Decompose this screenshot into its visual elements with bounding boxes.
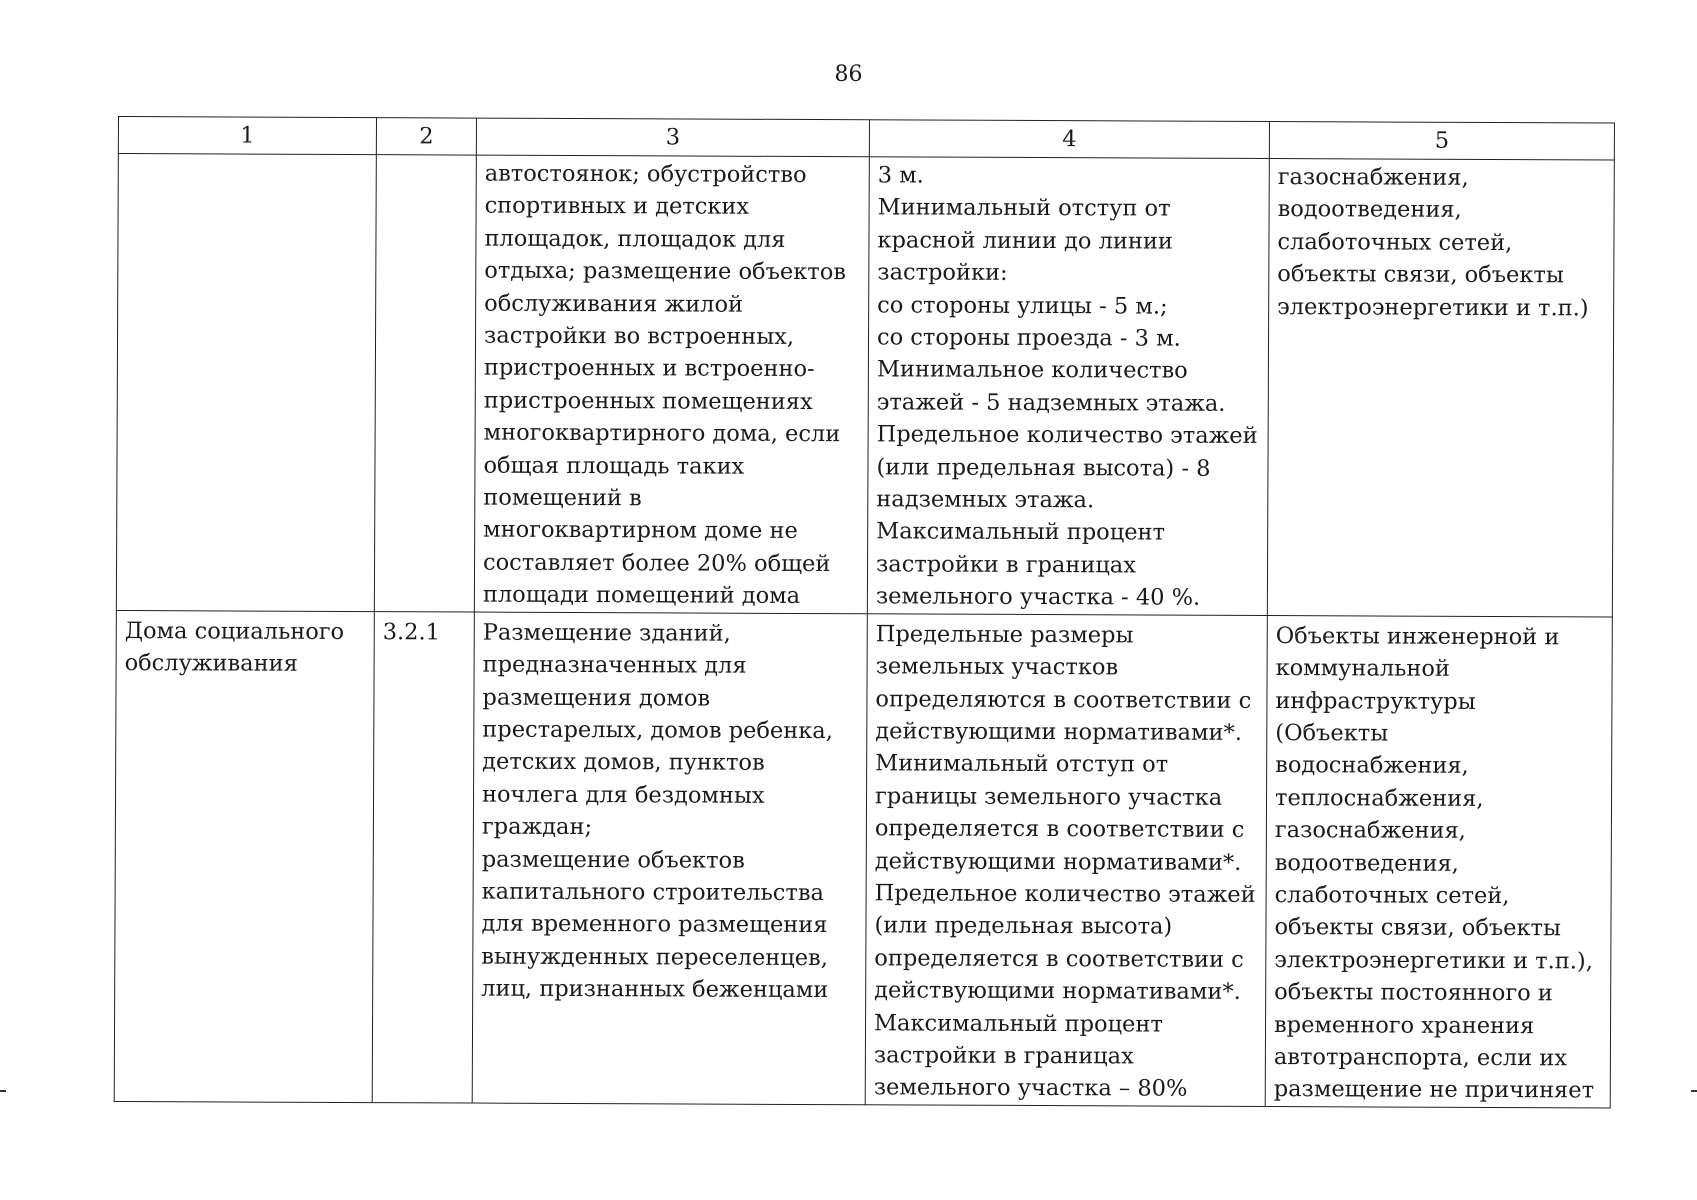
cell-parameters: 3 м. Минимальный отступ от красной линии до линии застройки: со стороны улицы - 5 м.; со стороны проезда - 3 м. Минимальное количество этажей - 5 надземных этажа. Предельное количество этажей (или предельная высота) - 8 надземных этажа. Максимальный процент застройки в границах земельного участка - 40 %. xyxy=(867,157,1269,615)
header-col-5: 5 xyxy=(1269,122,1614,161)
page-number: 86 xyxy=(834,62,863,87)
header-col-4: 4 xyxy=(869,120,1269,159)
cell-auxiliary-uses: Объекты инженерной и коммунальной инфраструктуры (Объекты водоснабжения, теплоснабжения, газоснабжения, водоотведения, слаботочных сетей, объекты связи, объекты электроэнергетики и т.п.), объекты постоянного и временного хранения автотранспорта, если их размещение не причиняет xyxy=(1265,615,1612,1108)
header-col-1: 1 xyxy=(118,117,376,155)
cell-use-code xyxy=(374,155,476,612)
scan-edge-mark-right xyxy=(1691,1090,1697,1092)
cell-parameters: Предельные размеры земельных участков определяются в соответствии с действующими нормативами*. Минимальный отступ от границы земельного участка определяется в соответствии с действующими нормативами*. Предельное количество этажей (или предельная высота) определяется в соответствии с действующими нормативами*. Максимальный процент застройки в границах земельного участка – 80% xyxy=(865,613,1267,1106)
table-row xyxy=(116,154,1614,617)
header-col-3: 3 xyxy=(476,118,869,157)
header-col-2: 2 xyxy=(376,118,476,155)
cell-use-description: Размещение зданий, предназначенных для размещения домов престарелых, домов ребенка, детских домов, пунктов ночлега для бездомных граждан; размещение объектов капитального строительства для временного размещения вынужденных переселенцев, лиц, признанных беженцами xyxy=(472,612,867,1105)
table-row xyxy=(114,610,1612,1108)
cell-use-code: 3.2.1 xyxy=(372,611,474,1103)
cell-auxiliary-uses: газоснабжения, водоотведения, слаботочных сетей, объекты связи, объекты электроэнергетики и т.п.) xyxy=(1267,159,1614,617)
cell-use-name: Дома социального обслуживания xyxy=(114,610,374,1102)
scan-edge-mark-left xyxy=(0,1090,6,1092)
cell-use-name xyxy=(116,154,376,612)
cell-use-description: автостоянок; обустройство спортивных и детских площадок, площадок для отдыха; размещение объектов обслуживания жилой застройки во встроенных, пристроенных и встроенно- пристроенных помещениях многоквартирного дома, если общая площадь таких помещений в многоквартирном доме не составляет более 20% общей площади помещений дома xyxy=(474,155,869,613)
zoning-table xyxy=(114,116,1615,1108)
